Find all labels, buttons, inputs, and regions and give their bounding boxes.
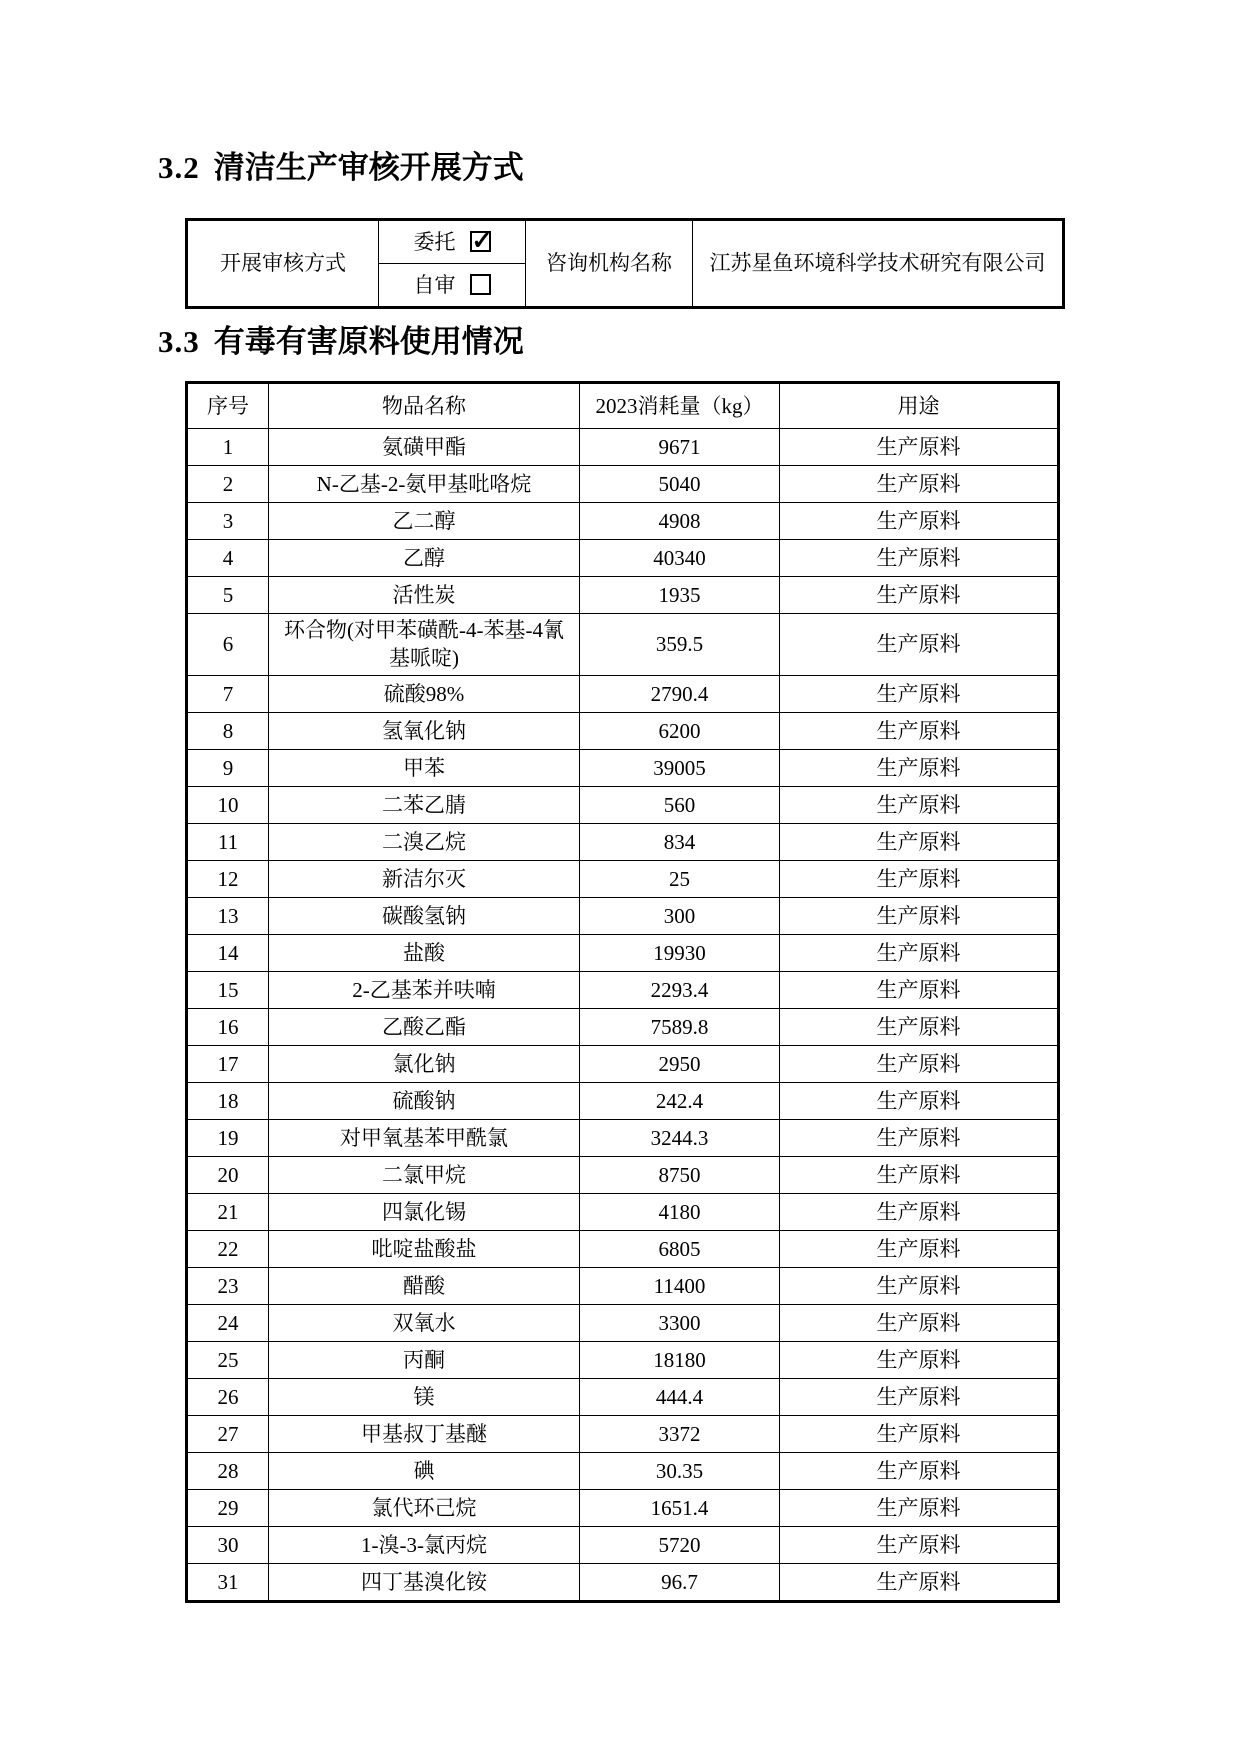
cell-index: 17 (187, 1045, 269, 1082)
cell-material-name: 乙醇 (269, 540, 580, 577)
cell-index: 1 (187, 429, 269, 466)
option-self-audit-cell (379, 264, 526, 308)
cell-material-name: 吡啶盐酸盐 (269, 1230, 580, 1267)
cell-material-name: 活性炭 (269, 577, 580, 614)
table-row (187, 1341, 1059, 1378)
cell-material-name: 四丁基溴化铵 (269, 1563, 580, 1601)
cell-material-name: 丙酮 (269, 1341, 580, 1378)
cell-material-name: N-乙基-2-氨甲基吡咯烷 (269, 466, 580, 503)
table-row (187, 971, 1059, 1008)
table-row (187, 1082, 1059, 1119)
cell-usage: 生产原料 (780, 971, 1059, 1008)
cell-usage: 生产原料 (780, 466, 1059, 503)
cell-consumption: 25 (580, 860, 780, 897)
cell-consumption: 39005 (580, 749, 780, 786)
table-header-row (187, 383, 1059, 429)
cell-index: 8 (187, 712, 269, 749)
table-row (187, 466, 1059, 503)
cell-material-name: 新洁尔灭 (269, 860, 580, 897)
cell-usage: 生产原料 (780, 1526, 1059, 1563)
cell-index: 2 (187, 466, 269, 503)
cell-index: 28 (187, 1452, 269, 1489)
cell-material-name: 环合物(对甲苯磺酰-4-苯基-4氰基哌啶) (269, 614, 580, 676)
table-row (187, 540, 1059, 577)
cell-index: 21 (187, 1193, 269, 1230)
option-entrust-label: 委托 (413, 229, 456, 254)
cell-consumption: 3300 (580, 1304, 780, 1341)
cell-material-name: 二溴乙烷 (269, 823, 580, 860)
cell-usage: 生产原料 (780, 503, 1059, 540)
cell-consumption: 6200 (580, 712, 780, 749)
table-row (187, 1267, 1059, 1304)
table-row (187, 1230, 1059, 1267)
cell-consumption: 7589.8 (580, 1008, 780, 1045)
cell-consumption: 9671 (580, 429, 780, 466)
cell-index: 11 (187, 823, 269, 860)
cell-material-name: 碘 (269, 1452, 580, 1489)
cell-material-name: 2-乙基苯并呋喃 (269, 971, 580, 1008)
option-entrust-cell (379, 220, 526, 264)
cell-index: 6 (187, 614, 269, 676)
section-3-2-heading (158, 142, 524, 187)
cell-usage: 生产原料 (780, 1156, 1059, 1193)
cell-consumption: 444.4 (580, 1378, 780, 1415)
cell-consumption: 5040 (580, 466, 780, 503)
table-row (187, 1526, 1059, 1563)
cell-material-name: 镁 (269, 1378, 580, 1415)
cell-material-name: 乙酸乙酯 (269, 1008, 580, 1045)
cell-index: 12 (187, 860, 269, 897)
cell-consumption: 242.4 (580, 1082, 780, 1119)
cell-consumption: 6805 (580, 1230, 780, 1267)
cell-index: 23 (187, 1267, 269, 1304)
table-row (187, 897, 1059, 934)
cell-usage: 生产原料 (780, 712, 1059, 749)
cell-index: 26 (187, 1378, 269, 1415)
audit-method-label-cell: 开展审核方式 (187, 220, 379, 308)
cell-usage: 生产原料 (780, 1119, 1059, 1156)
cell-usage: 生产原料 (780, 1045, 1059, 1082)
section-title: 有毒有害原料使用情况 (213, 324, 524, 359)
cell-consumption: 5720 (580, 1526, 780, 1563)
cell-material-name: 甲基叔丁基醚 (269, 1415, 580, 1452)
table-row (187, 1119, 1059, 1156)
table-row (187, 429, 1059, 466)
header-consumption: 2023消耗量（kg） (580, 383, 780, 429)
table-row (187, 614, 1059, 676)
cell-consumption: 30.35 (580, 1452, 780, 1489)
table-row (187, 1045, 1059, 1082)
checkbox-unchecked-icon (470, 274, 491, 295)
cell-consumption: 8750 (580, 1156, 780, 1193)
cell-index: 10 (187, 786, 269, 823)
cell-material-name: 二氯甲烷 (269, 1156, 580, 1193)
cell-usage: 生产原料 (780, 860, 1059, 897)
cell-usage: 生产原料 (780, 1193, 1059, 1230)
cell-consumption: 1651.4 (580, 1489, 780, 1526)
cell-material-name: 氯代环己烷 (269, 1489, 580, 1526)
table-row (187, 934, 1059, 971)
cell-index: 18 (187, 1082, 269, 1119)
cell-material-name: 氨磺甲酯 (269, 429, 580, 466)
cell-consumption: 40340 (580, 540, 780, 577)
header-usage: 用途 (780, 383, 1059, 429)
cell-consumption: 2293.4 (580, 971, 780, 1008)
cell-usage: 生产原料 (780, 675, 1059, 712)
table-row (187, 1563, 1059, 1601)
cell-index: 24 (187, 1304, 269, 1341)
cell-usage: 生产原料 (780, 1008, 1059, 1045)
section-title: 清洁生产审核开展方式 (213, 150, 524, 185)
cell-consumption: 3244.3 (580, 1119, 780, 1156)
table-row (187, 1415, 1059, 1452)
cell-usage: 生产原料 (780, 1489, 1059, 1526)
cell-consumption: 1935 (580, 577, 780, 614)
cell-material-name: 硫酸钠 (269, 1082, 580, 1119)
cell-index: 22 (187, 1230, 269, 1267)
cell-material-name: 氢氧化钠 (269, 712, 580, 749)
cell-consumption: 4908 (580, 503, 780, 540)
cell-index: 29 (187, 1489, 269, 1526)
cell-consumption: 19930 (580, 934, 780, 971)
cell-usage: 生产原料 (780, 934, 1059, 971)
cell-index: 9 (187, 749, 269, 786)
cell-consumption: 4180 (580, 1193, 780, 1230)
section-number: 3.2 (158, 150, 200, 185)
cell-usage: 生产原料 (780, 540, 1059, 577)
table-row (187, 503, 1059, 540)
cell-material-name: 氯化钠 (269, 1045, 580, 1082)
table-row (187, 1304, 1059, 1341)
cell-material-name: 醋酸 (269, 1267, 580, 1304)
option-self-audit-label: 自审 (413, 272, 456, 297)
cell-index: 14 (187, 934, 269, 971)
cell-usage: 生产原料 (780, 1304, 1059, 1341)
hazardous-materials-table (185, 381, 1060, 1603)
cell-consumption: 834 (580, 823, 780, 860)
table-row (187, 712, 1059, 749)
cell-usage: 生产原料 (780, 614, 1059, 676)
cell-usage: 生产原料 (780, 823, 1059, 860)
cell-usage: 生产原料 (780, 1267, 1059, 1304)
cell-usage: 生产原料 (780, 1563, 1059, 1601)
table-row (187, 577, 1059, 614)
cell-index: 16 (187, 1008, 269, 1045)
cell-index: 4 (187, 540, 269, 577)
cell-consumption: 300 (580, 897, 780, 934)
cell-consumption: 11400 (580, 1267, 780, 1304)
cell-usage: 生产原料 (780, 786, 1059, 823)
checkbox-checked-icon (470, 231, 491, 252)
cell-material-name: 1-溴-3-氯丙烷 (269, 1526, 580, 1563)
cell-consumption: 2950 (580, 1045, 780, 1082)
cell-index: 7 (187, 675, 269, 712)
cell-index: 30 (187, 1526, 269, 1563)
cell-usage: 生产原料 (780, 1230, 1059, 1267)
table-row (187, 1452, 1059, 1489)
cell-index: 31 (187, 1563, 269, 1601)
table-row (187, 1193, 1059, 1230)
cell-usage: 生产原料 (780, 1341, 1059, 1378)
section-3-3-heading (158, 316, 524, 361)
table-row (187, 786, 1059, 823)
table-row (187, 860, 1059, 897)
cell-usage: 生产原料 (780, 1082, 1059, 1119)
cell-usage: 生产原料 (780, 577, 1059, 614)
cell-usage: 生产原料 (780, 1378, 1059, 1415)
agency-name-cell: 江苏星鱼环境科学技术研究有限公司 (693, 220, 1064, 308)
header-index: 序号 (187, 383, 269, 429)
cell-usage: 生产原料 (780, 1415, 1059, 1452)
cell-index: 27 (187, 1415, 269, 1452)
table-row (187, 675, 1059, 712)
cell-consumption: 359.5 (580, 614, 780, 676)
cell-consumption: 3372 (580, 1415, 780, 1452)
cell-material-name: 对甲氧基苯甲酰氯 (269, 1119, 580, 1156)
table-row (187, 1008, 1059, 1045)
table-row (187, 220, 1064, 264)
table-row (187, 1489, 1059, 1526)
table-row (187, 1156, 1059, 1193)
cell-index: 3 (187, 503, 269, 540)
cell-consumption: 96.7 (580, 1563, 780, 1601)
header-material-name: 物品名称 (269, 383, 580, 429)
cell-index: 15 (187, 971, 269, 1008)
cell-material-name: 双氧水 (269, 1304, 580, 1341)
cell-index: 20 (187, 1156, 269, 1193)
cell-consumption: 18180 (580, 1341, 780, 1378)
cell-material-name: 四氯化锡 (269, 1193, 580, 1230)
cell-index: 19 (187, 1119, 269, 1156)
cell-material-name: 硫酸98% (269, 675, 580, 712)
cell-material-name: 甲苯 (269, 749, 580, 786)
cell-material-name: 盐酸 (269, 934, 580, 971)
cell-usage: 生产原料 (780, 1452, 1059, 1489)
cell-material-name: 碳酸氢钠 (269, 897, 580, 934)
cell-index: 25 (187, 1341, 269, 1378)
table-row (187, 823, 1059, 860)
cell-consumption: 560 (580, 786, 780, 823)
cell-usage: 生产原料 (780, 749, 1059, 786)
cell-material-name: 二苯乙腈 (269, 786, 580, 823)
table-row (187, 749, 1059, 786)
agency-label-cell: 咨询机构名称 (526, 220, 693, 308)
cell-usage: 生产原料 (780, 897, 1059, 934)
cell-usage: 生产原料 (780, 429, 1059, 466)
cell-material-name: 乙二醇 (269, 503, 580, 540)
table-row (187, 1378, 1059, 1415)
section-number: 3.3 (158, 324, 200, 359)
materials-table-body (187, 429, 1059, 1602)
cell-index: 5 (187, 577, 269, 614)
cell-consumption: 2790.4 (580, 675, 780, 712)
cell-index: 13 (187, 897, 269, 934)
audit-method-table (185, 218, 1065, 309)
